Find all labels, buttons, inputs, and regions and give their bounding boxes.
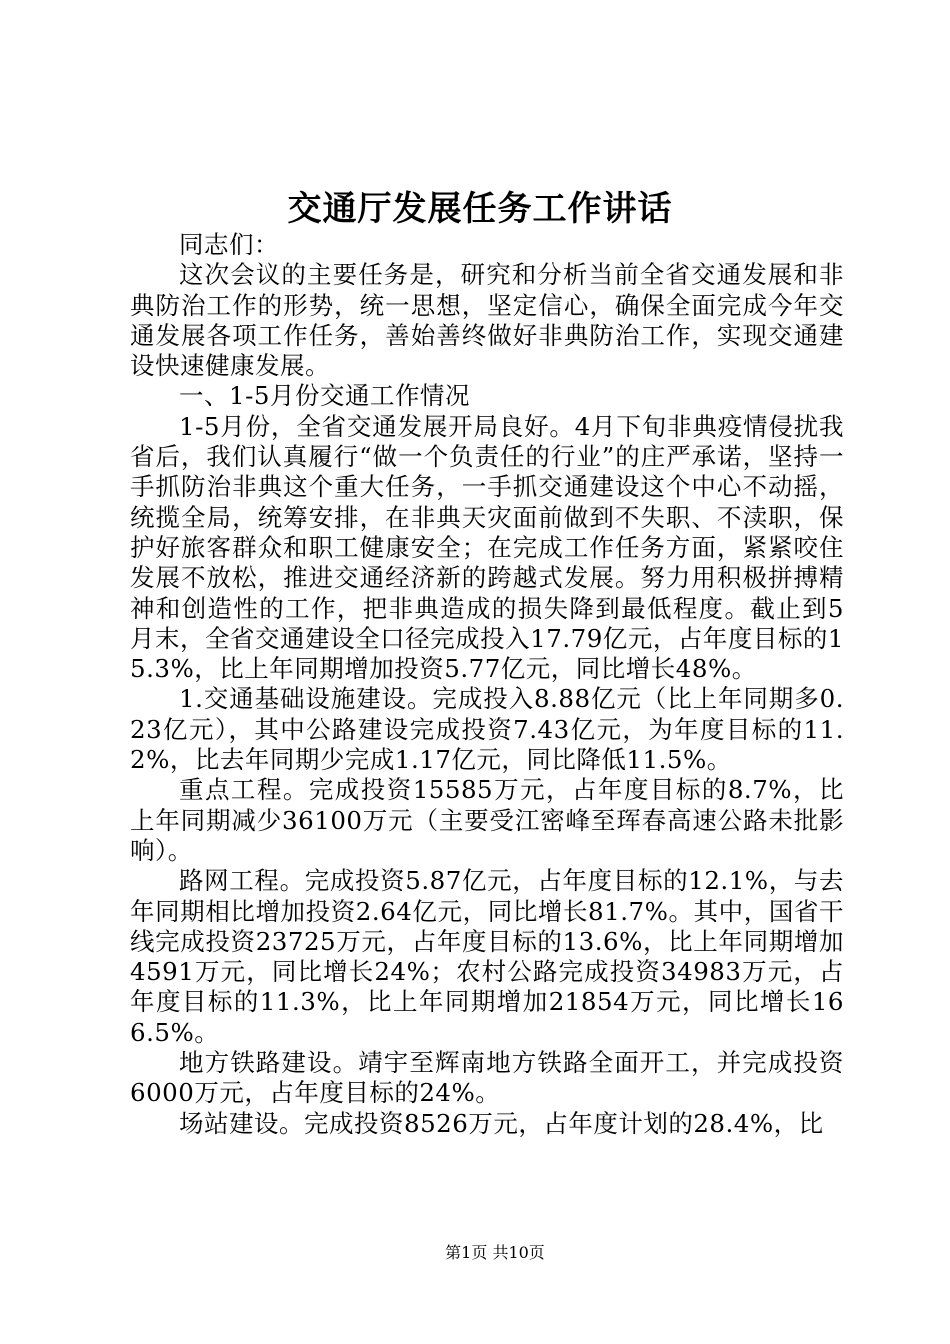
- paragraph-greeting: 同志们：: [179, 230, 279, 259]
- paragraph-stations: 场站建设。完成投资8526万元，占年度计划的28.4%，比: [179, 1108, 824, 1138]
- paragraph-meeting-purpose: 这次会议的主要任务是，研究和分析当前全省交通发展和非典防治工作的形势，统一思想，坚定信心，确保全面完成今年交通发展各项工作任务，善始善终做好非典防治工作，实现交通建设快速健康发展。: [130, 260, 844, 381]
- paragraph-key-projects: 重点工程。完成投资15585万元，占年度目标的8.7%，比上年同期减少36100万元（主要受江密峰至珲春高速公路未批影响）。: [130, 775, 844, 865]
- paragraph-local-railway: 地方铁路建设。靖宇至辉南地方铁路全面开工，并完成投资6000万元，占年度目标的24%。: [130, 1048, 844, 1108]
- paragraph-overview: 1-5月份，全省交通发展开局良好。4月下旬非典疫情侵扰我省后，我们认真履行“做一个负责任的行业”的庄严承诺，坚持一手抓防治非典这个重大任务，一手抓交通建设这个中心不动摇，统揽全局，统筹安排，在非典天灾面前做到不失职、不渎职，保护好旅客群众和职工健康安全；在完成工作任务方面，紧紧咬住发展不放松，推进交通经济新的跨越式发展。努力用积极拼搏精神和创造性的工作，把非典造成的损失降到最低程度。截止到5月末，全省交通建设全口径完成投入17.79亿元，占年度目标的15.3%，比上年同期增加投资5.77亿元，同比增长48%。: [130, 411, 844, 684]
- document-body: [130, 230, 844, 1139]
- paragraph-road-network: 路网工程。完成投资5.87亿元，占年度目标的12.1%，与去年同期相比增加投资2.64亿元，同比增长81.7%。其中，国省干线完成投资23725万元，占年度目标的13.6%，比上年同期增加4591万元，同比增长24%；农村公路完成投资34983万元，占年度目标的11.3%，比上年同期增加21854万元，同比增长166.5%。: [130, 866, 844, 1047]
- paragraph-infrastructure: 1.交通基础设施建设。完成投入8.88亿元（比上年同期多0.23亿元），其中公路建设完成投资7.43亿元，为年度目标的11.2%，比去年同期少完成1.17亿元，同比降低11.5%。: [130, 684, 844, 775]
- section-heading: 一、1-5月份交通工作情况: [179, 381, 470, 411]
- page-title: 交通厅发展任务工作讲话: [287, 189, 673, 229]
- page-number-footer: 第1页 共10页: [445, 1243, 545, 1262]
